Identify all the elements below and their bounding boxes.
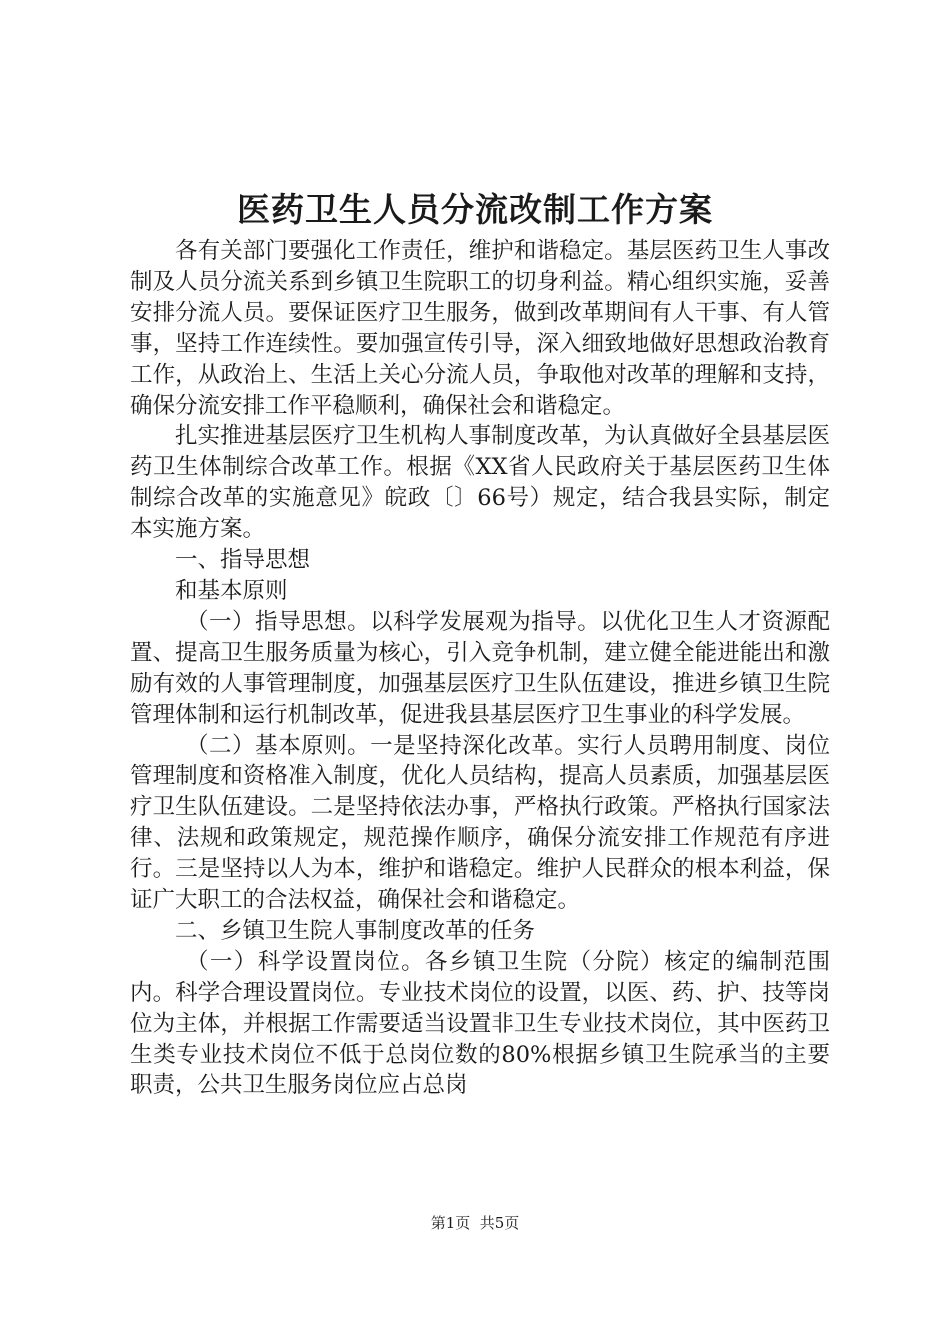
page-footer xyxy=(0,1212,950,1234)
document-title: 医药卫生人员分流改制工作方案 xyxy=(237,190,713,229)
paragraph-basic-principles: （二）基本原则。一是坚持深化改革。实行人员聘用制度、岗位管理制度和资格准入制度，优化人员结构，提高人员素质，加强基层医疗卫生队伍建设。二是坚持依法办事，严格执行政策。严格执行国家法律、法规和政策规定，规范操作顺序，确保分流安排工作规范有序进行。三是坚持以人为本，维护和谐稳定。维护人民群众的根本利益，保证广大职工的合法权益，确保社会和谐稳定。 xyxy=(130,732,830,914)
paragraph-post-setting: （一）科学设置岗位。各乡镇卫生院（分院）核定的编制范围内。科学合理设置岗位。专业技术岗位的设置，以医、药、护、技等岗位为主体，并根据工作需要适当设置非卫生专业技术岗位，其中医药卫生类专业技术岗位不低于总岗位数的80%根据乡镇卫生院承当的主要职责，公共卫生服务岗位应占总岗 xyxy=(130,948,830,1099)
paragraph-introduction: 扎实推进基层医疗卫生机构人事制度改革，为认真做好全县基层医药卫生体制综合改革工作。根据《XX省人民政府关于基层医药卫生体制综合改革的实施意见》皖政〔〕66号）规定，结合我县实际，制定本实施方案。 xyxy=(130,423,830,543)
section-heading-reform-tasks: 二、乡镇卫生院人事制度改革的任务 xyxy=(175,917,536,944)
paragraph-guiding-thought: （一）指导思想。以科学发展观为指导。以优化卫生人才资源配置、提高卫生服务质量为核心，引入竞争机制，建立健全能进能出和激励有效的人事管理制度，加强基层医疗卫生队伍建设，推进乡镇卫生院管理体制和运行机制改革，促进我县基层医疗卫生事业的科学发展。 xyxy=(130,608,830,728)
paragraph-responsibility: 各有关部门要强化工作责任，维护和谐稳定。基层医药卫生人事改制及人员分流关系到乡镇卫生院职工的切身利益。精心组织实施，妥善安排分流人员。要保证医疗卫生服务，做到改革期间有人干事、有人管事，坚持工作连续性。要加强宣传引导，深入细致地做好思想政治教育工作，从政治上、生活上关心分流人员，争取他对改革的理解和支持，确保分流安排工作平稳顺利，确保社会和谐稳定。 xyxy=(130,238,830,419)
document-body xyxy=(130,236,830,1101)
section-heading-basic-principles: 和基本原则 xyxy=(175,577,288,604)
section-heading-guiding-thought: 一、指导思想 xyxy=(175,547,311,574)
page-number: 第1页 共5页 xyxy=(430,1214,520,1232)
